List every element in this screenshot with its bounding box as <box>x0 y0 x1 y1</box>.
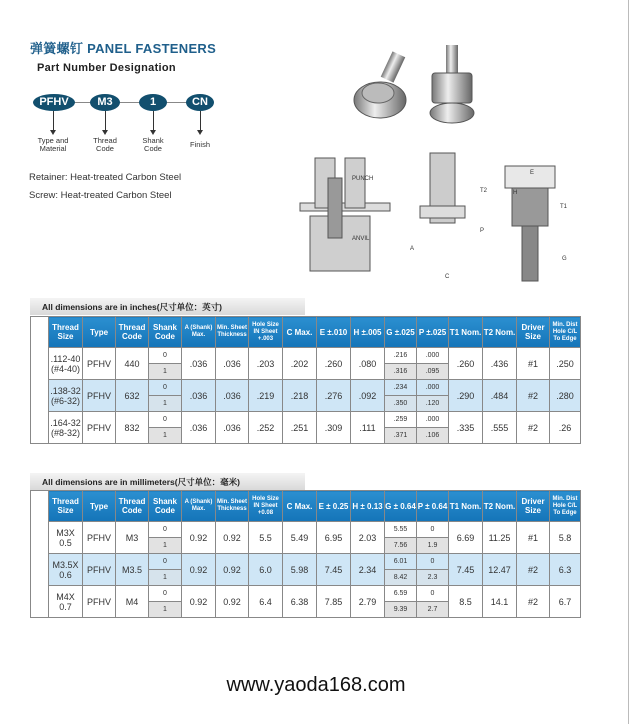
cell-sheet: .036 <box>216 348 249 380</box>
cell-c: .218 <box>283 380 317 412</box>
column-header: Thread Size <box>49 317 83 348</box>
cell-a: 0.92 <box>182 586 216 618</box>
pill-finish: CN <box>186 94 214 111</box>
cell-p: .000 <box>417 348 449 364</box>
column-header: E ± 0.25 <box>317 491 351 522</box>
cell-type: PFHV <box>83 412 116 444</box>
cell-t1: 8.5 <box>449 586 483 618</box>
cell-c: 6.38 <box>283 586 317 618</box>
cell-p: .000 <box>417 412 449 428</box>
column-header: T2 Nom. <box>483 317 517 348</box>
cell-h: 2.03 <box>351 522 385 554</box>
label-e: E <box>530 170 535 176</box>
column-header: A (Shank) Max. <box>182 317 216 348</box>
cell-p: 2.7 <box>417 602 449 618</box>
column-header: H ±.005 <box>351 317 385 348</box>
cell-size: .164-32 (#8-32) <box>49 412 83 444</box>
column-header: Type <box>83 491 116 522</box>
page-title: 弹簧螺钉 PANEL FASTENERS <box>30 41 217 56</box>
label-shank: Shank Code <box>142 136 164 153</box>
cell-p: 0 <box>417 522 449 538</box>
mm-dimensions-table <box>30 490 581 618</box>
cell-e: 7.45 <box>317 554 351 586</box>
header-row <box>31 317 581 348</box>
cell-c: 5.98 <box>283 554 317 586</box>
material-screw: Screw: Heat-treated Carbon Steel <box>29 190 172 201</box>
column-header: Min. Dist Hole C/L To Edge <box>550 317 581 348</box>
table-row <box>31 348 581 364</box>
group-label <box>31 317 49 444</box>
label-p: P <box>480 228 485 234</box>
pill-thread: M3 <box>90 94 120 111</box>
page-border <box>628 0 629 724</box>
cell-shank: 1 <box>149 364 182 380</box>
cell-size: .138-32 (#6-32) <box>49 380 83 412</box>
cell-t2: 11.25 <box>483 522 517 554</box>
column-header: Thread Size <box>49 491 83 522</box>
cell-p: 0 <box>417 554 449 570</box>
cell-code: M3.5 <box>116 554 149 586</box>
cell-h: .080 <box>351 348 385 380</box>
fastener-photo <box>340 35 480 130</box>
cell-size: .112-40 (#4-40) <box>49 348 83 380</box>
cell-p: .106 <box>417 428 449 444</box>
column-header: Driver Size <box>517 317 550 348</box>
header-row <box>31 491 581 522</box>
cell-h: 2.34 <box>351 554 385 586</box>
cell-g: .350 <box>385 396 417 412</box>
column-header: Shank Code <box>149 491 182 522</box>
cell-code: 632 <box>116 380 149 412</box>
cell-code: 440 <box>116 348 149 380</box>
cell-g: 6.59 <box>385 586 417 602</box>
cell-type: PFHV <box>83 586 116 618</box>
cell-dist: 6.3 <box>550 554 581 586</box>
group-label <box>31 491 49 618</box>
label-c: C <box>445 274 450 280</box>
column-header: Thread Code <box>116 491 149 522</box>
column-header: Hole Size IN Sheet +.003 <box>249 317 283 348</box>
inch-dimensions-table <box>30 316 581 444</box>
table-row <box>31 412 581 428</box>
cell-shank: 1 <box>149 396 182 412</box>
mm-table-caption: All dimensions are in millimeters(尺寸单位：毫米) <box>30 473 305 490</box>
arrow-down-icon <box>200 111 201 133</box>
cell-t1: .290 <box>449 380 483 412</box>
cell-hole: .203 <box>249 348 283 380</box>
cell-e: .260 <box>317 348 351 380</box>
column-header: G ±.025 <box>385 317 417 348</box>
cell-shank: 1 <box>149 538 182 554</box>
column-header: C Max. <box>283 317 317 348</box>
cell-driver: #2 <box>517 554 550 586</box>
cell-e: .276 <box>317 380 351 412</box>
column-header: H ± 0.13 <box>351 491 385 522</box>
cell-size: M3X 0.5 <box>49 522 83 554</box>
cell-driver: #2 <box>517 586 550 618</box>
cell-type: PFHV <box>83 348 116 380</box>
cell-dist: .26 <box>550 412 581 444</box>
cell-a: 0.92 <box>182 554 216 586</box>
cell-c: .251 <box>283 412 317 444</box>
cell-type: PFHV <box>83 380 116 412</box>
cell-a: .036 <box>182 348 216 380</box>
cell-shank: 1 <box>149 428 182 444</box>
cell-hole: 6.4 <box>249 586 283 618</box>
section-subtitle: Part Number Designation <box>37 62 176 74</box>
label-g: G <box>562 256 567 262</box>
cell-shank: 0 <box>149 348 182 364</box>
cell-driver: #1 <box>517 348 550 380</box>
cell-g: 8.42 <box>385 570 417 586</box>
column-header: Driver Size <box>517 491 550 522</box>
column-header: C Max. <box>283 491 317 522</box>
label-thread: Thread Code <box>93 136 117 153</box>
cell-shank: 1 <box>149 602 182 618</box>
cell-g: 6.01 <box>385 554 417 570</box>
cell-code: 832 <box>116 412 149 444</box>
cell-g: .234 <box>385 380 417 396</box>
table-row <box>31 554 581 570</box>
cell-t1: 7.45 <box>449 554 483 586</box>
column-header: E ±.010 <box>317 317 351 348</box>
column-header: Type <box>83 317 116 348</box>
cell-t2: 12.47 <box>483 554 517 586</box>
cell-sheet: .036 <box>216 380 249 412</box>
cell-driver: #2 <box>517 380 550 412</box>
cell-a: .036 <box>182 412 216 444</box>
cell-e: 6.95 <box>317 522 351 554</box>
pill-type: PFHV <box>33 94 75 111</box>
pill-shank: 1 <box>139 94 167 111</box>
column-header: Shank Code <box>149 317 182 348</box>
label-type: Type and Material <box>37 136 69 153</box>
label-t1: T1 <box>560 204 568 210</box>
cell-g: .259 <box>385 412 417 428</box>
cell-t2: .436 <box>483 348 517 380</box>
cell-hole: .252 <box>249 412 283 444</box>
cell-g: .316 <box>385 364 417 380</box>
cell-p: 0 <box>417 586 449 602</box>
label-anvil: ANVIL <box>352 236 370 242</box>
cell-size: M3.5X 0.6 <box>49 554 83 586</box>
cell-g: 5.55 <box>385 522 417 538</box>
cell-shank: 0 <box>149 522 182 538</box>
label-a: A <box>410 246 415 252</box>
cell-g: 9.39 <box>385 602 417 618</box>
cell-c: 5.49 <box>283 522 317 554</box>
material-retainer: Retainer: Heat-treated Carbon Steel <box>29 172 182 183</box>
cell-shank: 0 <box>149 380 182 396</box>
cell-t1: 6.69 <box>449 522 483 554</box>
label-h: H <box>513 190 518 196</box>
cell-shank: 0 <box>149 554 182 570</box>
cell-shank: 1 <box>149 570 182 586</box>
cell-h: .092 <box>351 380 385 412</box>
cell-p: 1.9 <box>417 538 449 554</box>
cell-driver: #2 <box>517 412 550 444</box>
cell-dist: 5.8 <box>550 522 581 554</box>
column-header: Hole Size IN Sheet +0.08 <box>249 491 283 522</box>
cell-code: M3 <box>116 522 149 554</box>
cell-sheet: 0.92 <box>216 586 249 618</box>
cell-size: M4X 0.7 <box>49 586 83 618</box>
cell-t2: .484 <box>483 380 517 412</box>
column-header: Min. Dist Hole C/L To Edge <box>550 491 581 522</box>
column-header: Min. Sheet Thickness <box>216 317 249 348</box>
label-punch: PUNCH <box>352 176 374 182</box>
column-header: G ± 0.64 <box>385 491 417 522</box>
column-header: T1 Nom. <box>449 317 483 348</box>
cell-dist: .280 <box>550 380 581 412</box>
cell-driver: #1 <box>517 522 550 554</box>
label-finish: Finish <box>189 140 210 149</box>
cell-p: 2.3 <box>417 570 449 586</box>
arrow-down-icon <box>153 111 154 133</box>
arrow-down-icon <box>105 111 106 133</box>
cell-hole: .219 <box>249 380 283 412</box>
cell-g: .216 <box>385 348 417 364</box>
arrow-down-icon <box>53 111 54 133</box>
cell-type: PFHV <box>83 554 116 586</box>
cell-type: PFHV <box>83 522 116 554</box>
table-row <box>31 586 581 602</box>
cell-hole: 5.5 <box>249 522 283 554</box>
cell-p: .120 <box>417 396 449 412</box>
column-header: T1 Nom. <box>449 491 483 522</box>
cell-sheet: 0.92 <box>216 554 249 586</box>
cell-h: 2.79 <box>351 586 385 618</box>
cell-c: .202 <box>283 348 317 380</box>
cell-a: 0.92 <box>182 522 216 554</box>
cell-p: .000 <box>417 380 449 396</box>
table-row <box>31 380 581 396</box>
cell-shank: 0 <box>149 586 182 602</box>
cell-a: .036 <box>182 380 216 412</box>
inch-table-caption: All dimensions are in inches(尺寸单位：英寸) <box>30 298 305 315</box>
column-header: P ±.025 <box>417 317 449 348</box>
cell-dist: 6.7 <box>550 586 581 618</box>
cell-e: 7.85 <box>317 586 351 618</box>
cell-h: .111 <box>351 412 385 444</box>
table-row <box>31 522 581 538</box>
column-header: A (Shank) Max. <box>182 491 216 522</box>
cell-shank: 0 <box>149 412 182 428</box>
column-header: P ± 0.64 <box>417 491 449 522</box>
cell-t1: .260 <box>449 348 483 380</box>
cell-sheet: .036 <box>216 412 249 444</box>
column-header: Thread Code <box>116 317 149 348</box>
label-t2: T2 <box>480 188 488 194</box>
cell-code: M4 <box>116 586 149 618</box>
column-header: T2 Nom. <box>483 491 517 522</box>
cell-sheet: 0.92 <box>216 522 249 554</box>
footer-url: www.yaoda168.com <box>226 674 406 696</box>
cell-dist: .250 <box>550 348 581 380</box>
cell-p: .095 <box>417 364 449 380</box>
cell-t2: 14.1 <box>483 586 517 618</box>
cell-g: .371 <box>385 428 417 444</box>
cell-t1: .335 <box>449 412 483 444</box>
column-header: Min. Sheet Thickness <box>216 491 249 522</box>
installation-diagram <box>290 148 580 298</box>
cell-g: 7.56 <box>385 538 417 554</box>
cell-e: .309 <box>317 412 351 444</box>
cell-hole: 6.0 <box>249 554 283 586</box>
cell-t2: .555 <box>483 412 517 444</box>
